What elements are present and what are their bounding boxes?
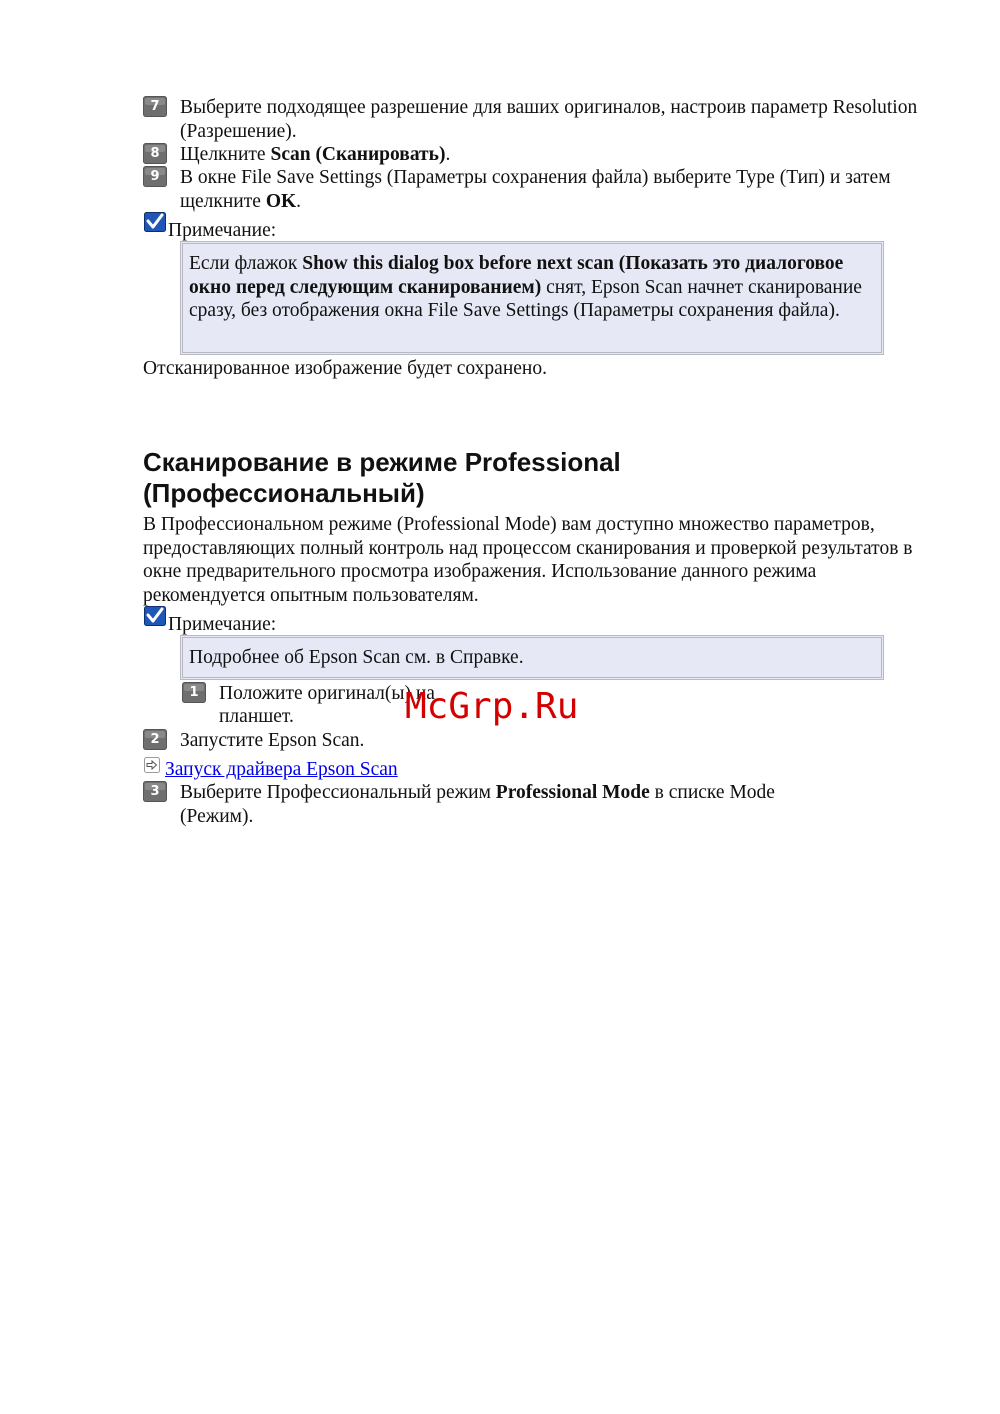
note-label: Примечание: bbox=[168, 220, 277, 241]
note-label: Примечание: bbox=[168, 614, 277, 635]
show-dialog-checkbox-label: Show this dialog box before next scan (Показать это диалоговое окно перед следующим сканированием) bbox=[189, 253, 844, 298]
note-check-icon bbox=[144, 606, 166, 626]
step-badge-3: 3 bbox=[143, 781, 167, 802]
step-1-line2: планшет. bbox=[219, 706, 294, 727]
step-badge-8: 8 bbox=[143, 143, 167, 164]
step-badge-2: 2 bbox=[143, 729, 167, 750]
step-1-line1: Положите оригинал(ы) на bbox=[219, 683, 435, 704]
section-title bbox=[143, 447, 621, 509]
scan-button-label: Scan (Сканировать) bbox=[270, 144, 446, 165]
note-check-icon bbox=[144, 212, 166, 232]
link-arrow-icon bbox=[144, 757, 160, 773]
epson-scan-driver-link[interactable]: Запуск драйвера Epson Scan bbox=[165, 759, 398, 780]
professional-mode-label: Professional Mode bbox=[495, 782, 650, 803]
step-7-text: Выберите подходящее разрешение для ваших оригиналов, настроив параметр Resolution (Разрешение). bbox=[180, 97, 918, 142]
saved-message: Отсканированное изображение будет сохранено. bbox=[143, 358, 547, 379]
section-intro: В Профессиональном режиме (Professional Mode) вам доступно множество параметров, предоставляющих полный контроль над процессом сканирования и проверкой результатов в окне предварительного просмотра изображения. Использование данного режима рекомендуется опытным пользователям. bbox=[143, 514, 913, 606]
ok-button-label: OK bbox=[265, 190, 297, 212]
step-3-text: Выберите Профессиональный режим Professional Mode в списке Mode (Режим). bbox=[180, 782, 775, 827]
watermark-logo: McGrp.Ru bbox=[405, 686, 579, 727]
note-box: Если флажок Show this dialog box before next scan (Показать это диалоговое окно перед следующим сканированием) снят, Epson Scan начнет сканирование сразу, без отображения окна File Save Settings (Параметры сохранения файла). bbox=[180, 241, 884, 355]
step-badge-7: 7 bbox=[143, 96, 167, 117]
step-badge-9: 9 bbox=[143, 166, 167, 187]
step-8-text: Щелкните Scan (Сканировать). bbox=[180, 144, 451, 165]
note-box: Подробнее об Epson Scan см. в Справке. bbox=[180, 635, 884, 680]
step-badge-1: 1 bbox=[182, 682, 206, 703]
section-title-line1: Сканирование в режиме Professional bbox=[143, 447, 621, 477]
section-title-line2: (Профессиональный) bbox=[143, 478, 425, 508]
step-2-text: Запустите Epson Scan. bbox=[180, 730, 365, 751]
step-9-text: В окне File Save Settings (Параметры сохранения файла) выберите Type (Тип) и затем щелкните OK. bbox=[180, 167, 891, 212]
